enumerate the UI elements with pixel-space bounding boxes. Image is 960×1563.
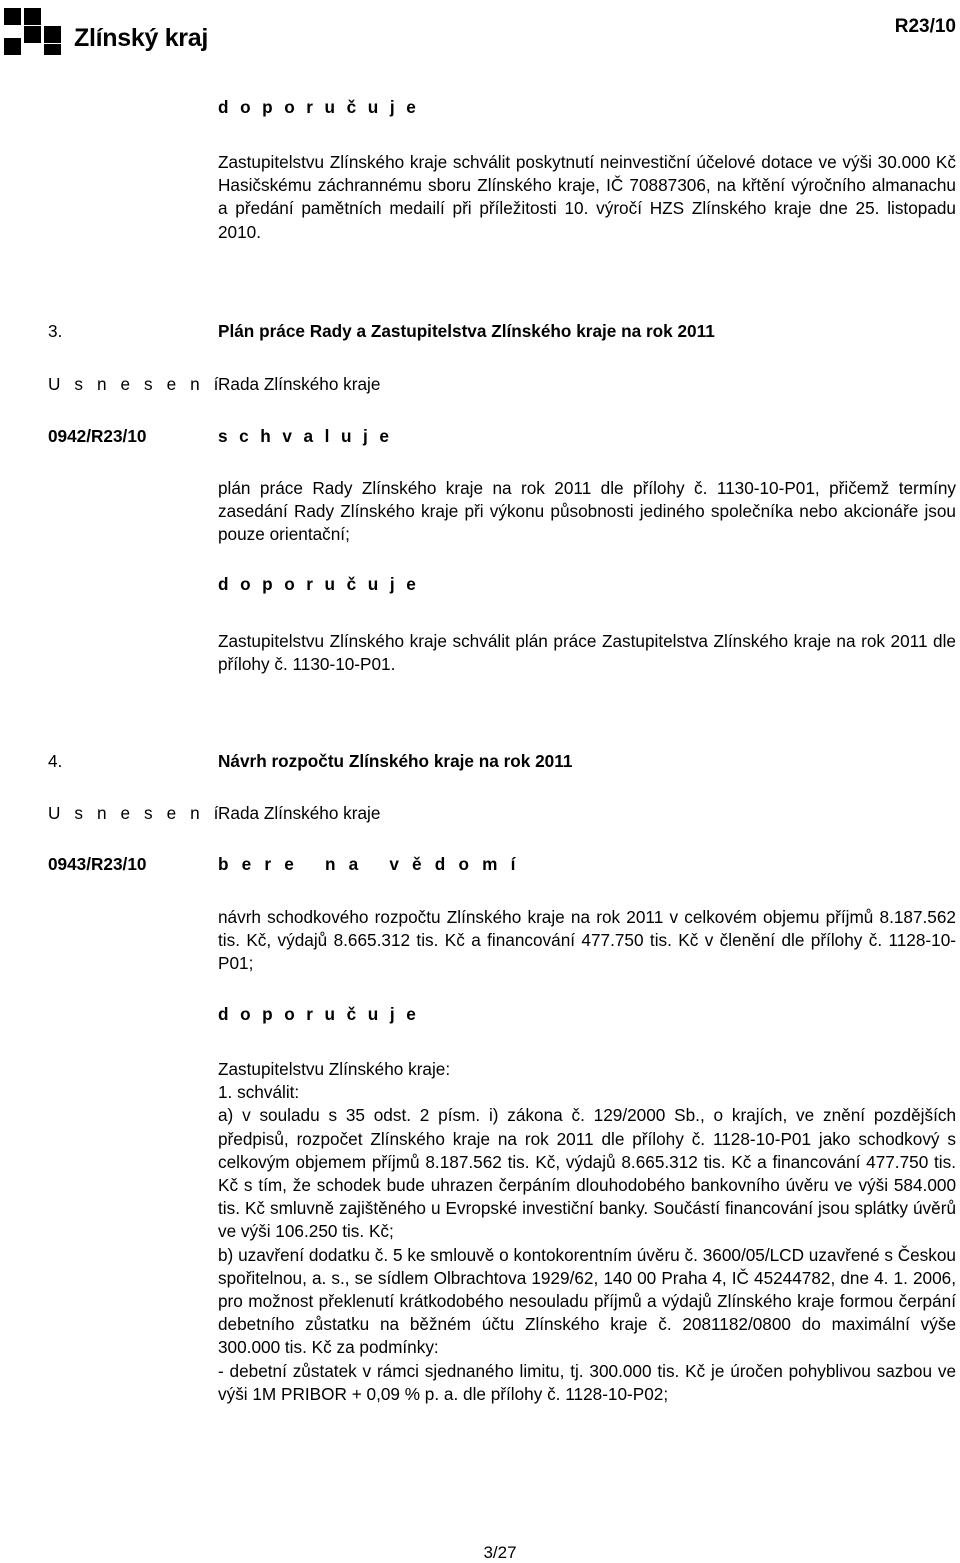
recommends-heading: d o p o r u č u j e xyxy=(218,97,420,117)
paragraph: návrh schodkového rozpočtu Zlínského kraje na rok 2011 v celkovém objemu příjmů 8.187.562 tis. Kč, výdajů 8.665.312 tis. Kč a financování 477.750 tis. Kč v členění dle přílohy č. 1128-10-P01; xyxy=(218,907,956,974)
resolution-label: U s n e s e n í xyxy=(48,803,224,823)
recommends-intro: Zastupitelstvu Zlínského kraje: xyxy=(218,1059,451,1079)
recommends-text xyxy=(218,630,956,676)
document-id: R23/10 xyxy=(894,16,956,37)
zlinsky-kraj-logo xyxy=(4,6,208,56)
paragraph: Zastupitelstvu Zlínského kraje schválit poskytnutí neinvestiční účelové dotace ve výši 30.000 Kč Hasičskému záchrannému sboru Zlínského kraje, IČ 70887306, na křtění výročního almanachu a předání pamětních medailí při příležitosti 10. výročí HZS Zlínského kraje dne 25. listopadu 2010. xyxy=(218,152,956,242)
logo-text: Zlínský kraj xyxy=(74,24,208,52)
resolving-body: Rada Zlínského kraje xyxy=(218,803,381,823)
resolution-label: U s n e s e n í xyxy=(48,374,224,394)
action-heading: b e r e n a v ě d o m í xyxy=(218,854,520,874)
list-item: 1. schválit: xyxy=(218,1082,300,1103)
paragraph: plán práce Rady Zlínského kraje na rok 2011 dle přílohy č. 1130-10-P01, přičemž termíny zasedání Rady Zlínského kraje při výkonu působnosti jediného společníka nebo akcionáře jsou pouze orientační; xyxy=(218,478,956,545)
item-title: Návrh rozpočtu Zlínského kraje na rok 2011 xyxy=(218,751,573,771)
logo-squares-icon xyxy=(4,6,64,56)
resolving-body: Rada Zlínského kraje xyxy=(218,374,381,394)
recommends-heading: d o p o r u č u j e xyxy=(218,1004,420,1024)
list-item: - debetní zůstatek v rámci sjednaného limitu, tj. 300.000 tis. Kč je úročen pohyblivou sazbou ve výši 1M PRIBOR + 0,09 % p. a. dle přílohy č. 1128-10-P02; xyxy=(218,1360,956,1404)
item-title: Plán práce Rady a Zastupitelstva Zlínského kraje na rok 2011 xyxy=(218,321,715,341)
item-number: 3. xyxy=(48,321,63,341)
list-item: b) uzavření dodatku č. 5 ke smlouvě o kontokorentním úvěru č. 3600/05/LCD uzavřené s Českou spořitelnou, a. s., se sídlem Olbrachtova 1929/62, 140 00 Praha 4, IČ 45244782, dne 4. 1. 2006, pro možnost překlenutí krátkodobého nesouladu příjmů a výdajů Zlínského kraje formou čerpání debetního zůstatku na běžném účtu Zlínského kraje č. 2081182/0800 do maximální výše 300.000 tis. Kč za podmínky: xyxy=(218,1244,956,1358)
paragraph: Zastupitelstvu Zlínského kraje schválit plán práce Zastupitelstva Zlínského kraje na rok 2011 dle přílohy č. 1130-10-P01. xyxy=(218,631,956,675)
list-item: a) v souladu s 35 odst. 2 písm. i) zákona č. 129/2000 Sb., o krajích, ve znění pozdějších předpisů, rozpočet Zlínského kraje na rok 2011 dle přílohy č. 1128-10-P01 jako schodkový s celkovým objemem příjmů 8.187.562 tis. Kč, výdajů 8.665.312 tis. Kč a financování 477.750 tis. Kč s tím, že schodek bude uhrazen čerpáním dlouhodobého bankovního úvěru ve výši 584.000 tis. Kč smluvně zajištěného u Evropské investiční banky. Součástí financování jsou splátky úvěrů ve výši 106.250 tis. Kč; xyxy=(218,1105,956,1242)
recommends-text xyxy=(218,151,956,244)
recommends-list xyxy=(218,1058,956,1406)
page-number: 3/27 xyxy=(483,1543,517,1562)
action-heading: s c h v a l u j e xyxy=(218,426,393,446)
resolution-number: 0943/R23/10 xyxy=(48,854,147,874)
action-text xyxy=(218,477,956,547)
item-number: 4. xyxy=(48,751,63,771)
action-text xyxy=(218,906,956,976)
recommends-heading: d o p o r u č u j e xyxy=(218,574,420,594)
resolution-number: 0942/R23/10 xyxy=(48,426,147,446)
